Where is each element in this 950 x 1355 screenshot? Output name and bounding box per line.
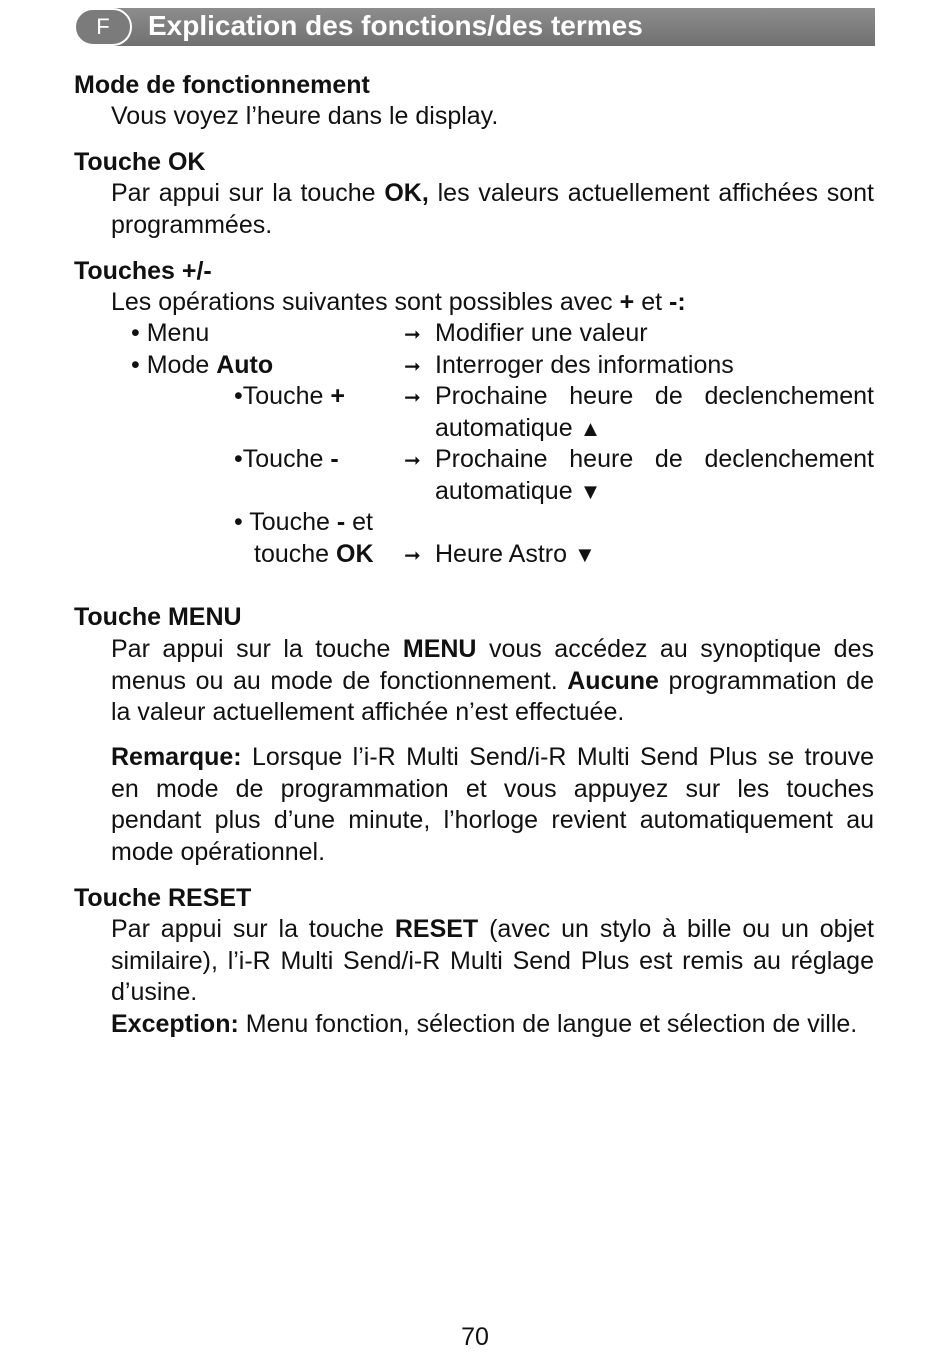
list-item-menu: • Menu [131,319,210,347]
reset-heading: Touche RESET [74,884,252,912]
triangle-down-icon: ▼ [579,479,602,504]
plus-desc-2: automatique ▲ [435,414,602,442]
list-item-auto: • Mode Auto [131,351,274,379]
menu-desc: Modifier une valeur [435,319,648,347]
list-item-minus: •Touche - [234,445,339,473]
triangle-up-icon: ▲ [579,416,602,441]
minus-desc-2: automatique ▼ [435,477,602,505]
minus-desc: Prochaine heure de declenchement [435,445,874,473]
section-header [74,8,875,46]
language-tab: F [74,8,132,46]
reset-exception: Exception: Menu fonction, sélection de langue et sélection de ville. [111,1010,858,1038]
list-item-minus-ok-2: touche OK [254,540,374,568]
arrow-icon: ➞ [404,356,421,378]
plus-desc: Prochaine heure de declenchement [435,382,874,410]
mode-text: Vous voyez l’heure dans le display. [111,102,499,130]
triangle-down-icon: ▼ [573,542,596,567]
plusminus-heading: Touches +/- [74,257,212,285]
reset-text: Par appui sur la touche RESET (avec un stylo à bille ou un objet similaire), l’i-R Multi Send/i-R Multi Send Plus est remis au réglage d’usine. [111,915,874,1006]
plusminus-intro: Les opérations suivantes sont possibles avec + et -: [111,288,686,316]
menu-heading: Touche MENU [74,603,242,631]
menu-remark: Remarque: Lorsque l’i-R Multi Send/i-R Multi Send Plus se trouve en mode de programmation et vous appuyez sur les touches pendant plus d’une minute, l’horloge revient automatiquement au mode opérationnel. [111,743,874,866]
page-number: 70 [461,1323,489,1351]
astro-desc: Heure Astro ▼ [435,540,596,568]
list-item-plus: •Touche + [234,382,345,410]
list-item-minus-ok: • Touche - et [234,508,373,536]
arrow-icon: ➞ [404,545,421,567]
ok-text: Par appui sur la touche OK, les valeurs actuellement affichées sont programmées. [111,179,874,239]
auto-desc: Interroger des informations [435,351,734,379]
arrow-icon: ➞ [404,324,421,346]
arrow-icon: ➞ [404,450,421,472]
menu-text: Par appui sur la touche MENU vous accédez au synoptique des menus ou au mode de fonctionnement. Aucune programmation de la valeur actuellement affichée n’est effectuée. [111,635,874,726]
arrow-icon: ➞ [404,387,421,409]
ok-heading: Touche OK [74,148,206,176]
mode-heading: Mode de fonctionnement [74,71,370,99]
page-title: Explication des fonctions/des termes [148,10,643,41]
